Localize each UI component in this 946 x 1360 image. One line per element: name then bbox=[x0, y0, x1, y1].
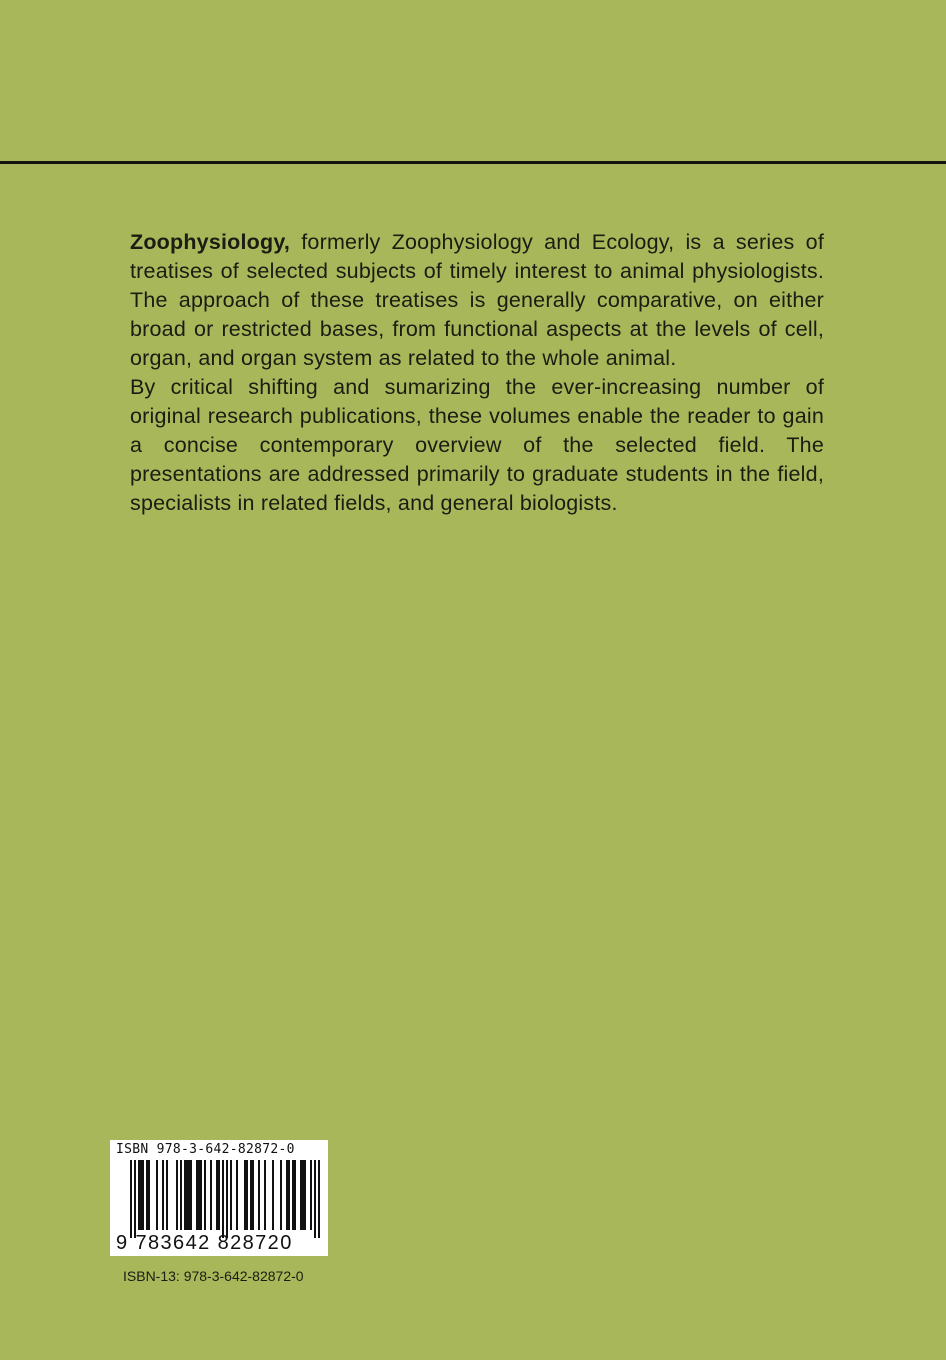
barcode-bar bbox=[200, 1160, 202, 1230]
series-name: Zoophysiology, bbox=[130, 230, 291, 254]
barcode-bar bbox=[264, 1160, 266, 1230]
barcode-bar bbox=[184, 1160, 186, 1230]
barcode-bar bbox=[310, 1160, 312, 1230]
barcode-bar bbox=[222, 1160, 224, 1238]
barcode-bar bbox=[190, 1160, 192, 1230]
barcode-bar bbox=[196, 1160, 198, 1230]
barcode-bar bbox=[272, 1160, 274, 1230]
barcode-bar bbox=[142, 1160, 144, 1230]
barcode-bar bbox=[130, 1160, 132, 1238]
barcode-bar bbox=[140, 1160, 142, 1230]
barcode-bar bbox=[288, 1160, 290, 1230]
barcode-bar bbox=[210, 1160, 212, 1230]
barcode-bar bbox=[302, 1160, 304, 1230]
barcode-bar bbox=[176, 1160, 178, 1230]
paragraph-2: By critical shifting and sumarizing the ever-increasing number of original research publications, these volumes enable the reader to gain a concise contemporary overview of the selected field. The presentations are addressed primarily to graduate students in the field, specialists in related fields, and general biologists. bbox=[130, 375, 824, 515]
barcode-bar bbox=[292, 1160, 294, 1230]
barcode-bar bbox=[244, 1160, 246, 1230]
barcode-bar bbox=[146, 1160, 148, 1230]
barcode-isbn-label: ISBN 978-3-642-82872-0 bbox=[116, 1142, 295, 1157]
barcode-bar bbox=[280, 1160, 282, 1230]
barcode bbox=[110, 1140, 328, 1256]
barcode-bar bbox=[216, 1160, 218, 1230]
barcode-bar bbox=[252, 1160, 254, 1230]
barcode-bar bbox=[230, 1160, 232, 1230]
barcode-bar bbox=[134, 1160, 136, 1238]
barcode-bar bbox=[314, 1160, 316, 1238]
barcode-digits: 9 783642 828720 bbox=[116, 1232, 293, 1254]
barcode-bar bbox=[246, 1160, 248, 1230]
barcode-bar bbox=[186, 1160, 188, 1230]
barcode-bar bbox=[250, 1160, 252, 1230]
barcode-bar bbox=[162, 1160, 164, 1230]
barcode-bar bbox=[148, 1160, 150, 1230]
barcode-bar bbox=[166, 1160, 168, 1230]
barcode-bar bbox=[226, 1160, 228, 1238]
barcode-bar bbox=[258, 1160, 260, 1230]
barcode-bar bbox=[188, 1160, 190, 1230]
barcode-bar bbox=[198, 1160, 200, 1230]
barcode-bar bbox=[180, 1160, 182, 1230]
paragraph-1-text: formerly Zoophysiology and Ecology, is a series of treatises of selected subjects of timely interest to animal physiologists. The approach of these treatises is generally comparative, on either broad or restricted bases, from functional aspects at the levels of cell, organ, and organ system as related to the whole animal. bbox=[130, 230, 824, 370]
barcode-bar bbox=[318, 1160, 320, 1238]
series-description bbox=[130, 228, 824, 518]
horizontal-rule bbox=[0, 161, 946, 164]
barcode-bar bbox=[138, 1160, 140, 1230]
paragraph-1 bbox=[130, 228, 824, 373]
barcode-bar bbox=[156, 1160, 158, 1230]
barcode-bar bbox=[294, 1160, 296, 1230]
barcode-bar bbox=[204, 1160, 206, 1230]
isbn13-text: ISBN-13: 978-3-642-82872-0 bbox=[123, 1268, 304, 1284]
barcode-bar bbox=[300, 1160, 302, 1230]
barcode-bar bbox=[286, 1160, 288, 1230]
barcode-bar bbox=[218, 1160, 220, 1230]
barcode-bar bbox=[304, 1160, 306, 1230]
barcode-bar bbox=[236, 1160, 238, 1230]
